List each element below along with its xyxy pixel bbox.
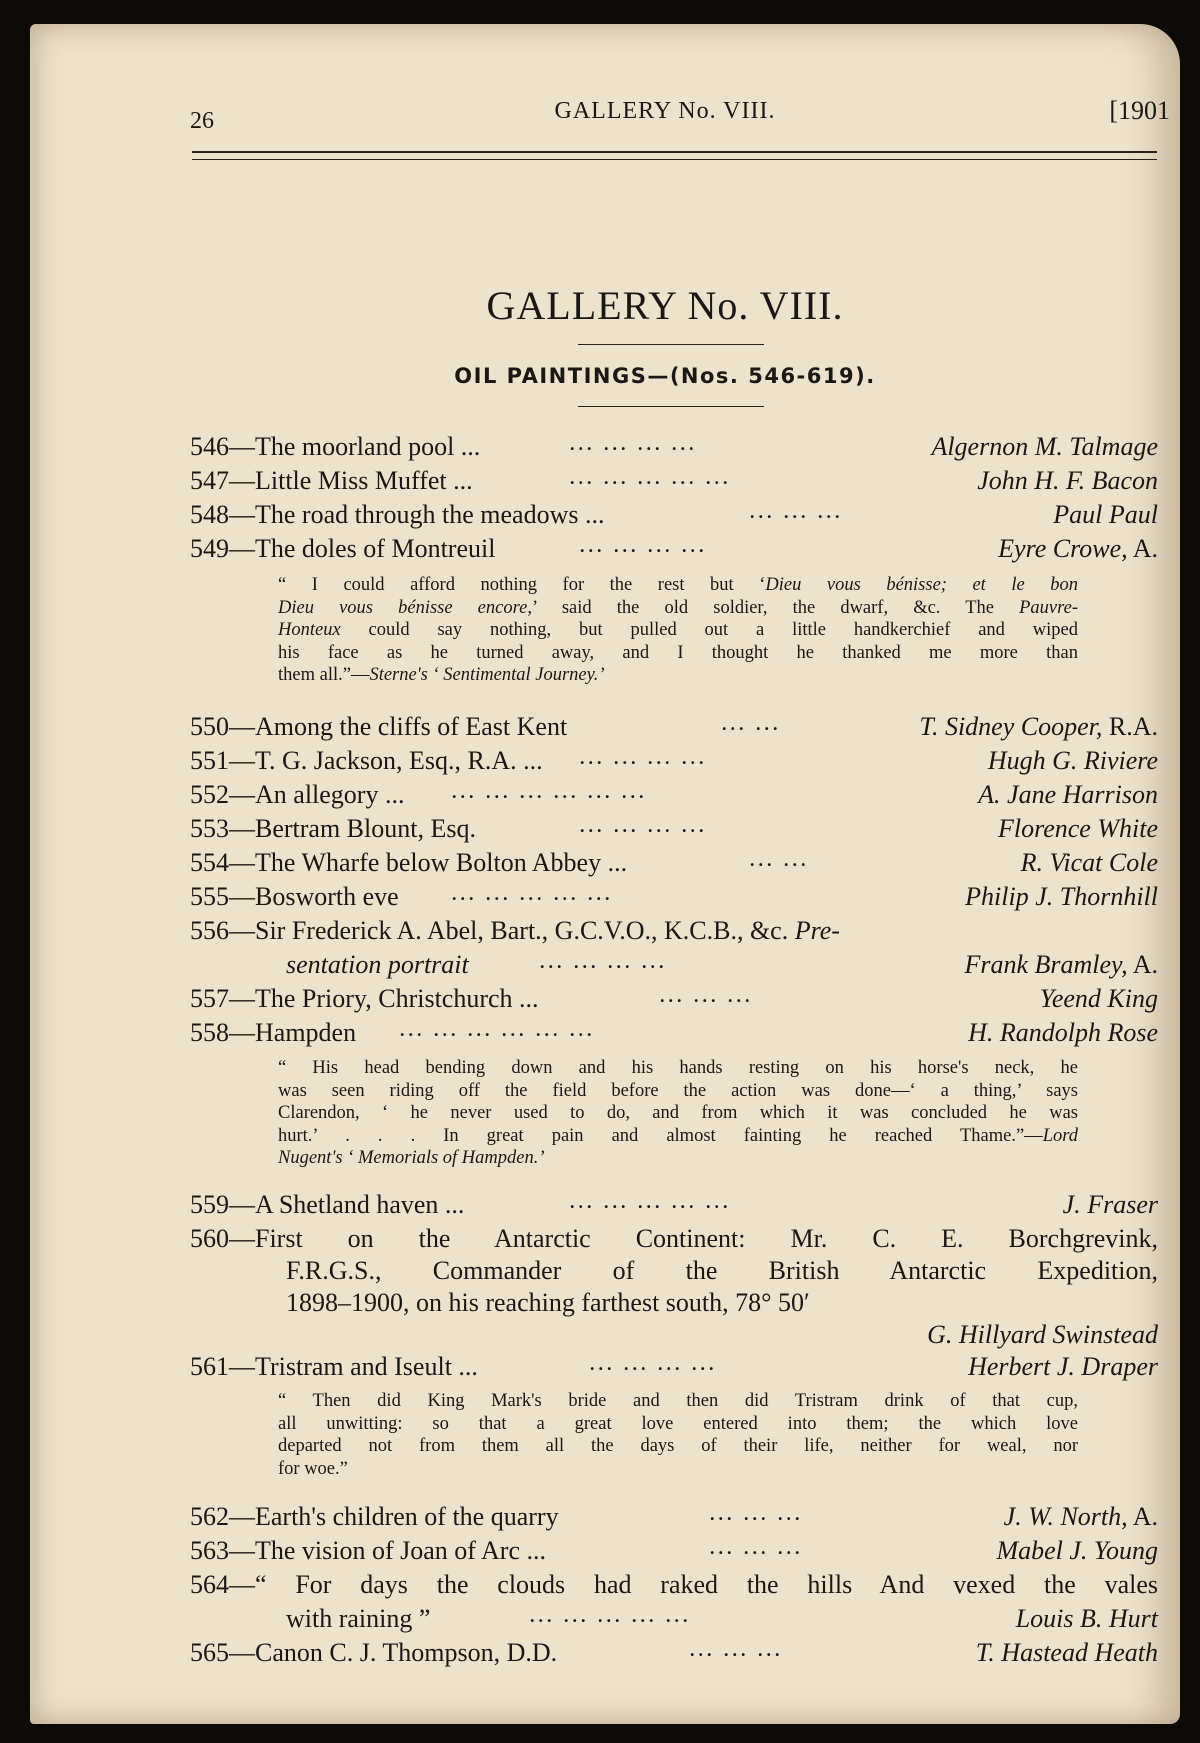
catalogue-entry xyxy=(190,1018,1158,1052)
running-head xyxy=(160,96,1170,136)
entry-title: 548—The road through the meadows ... xyxy=(190,500,605,529)
catalogue-entry xyxy=(190,500,1158,534)
entry-title: 555—Bosworth eve xyxy=(190,882,399,911)
entry-artist: Florence White xyxy=(997,814,1158,843)
entry-artist: T. Hastead Heath xyxy=(975,1638,1158,1667)
year-label: [1901 xyxy=(1109,96,1170,125)
leader-dots: ... ... xyxy=(722,714,782,734)
catalogue-entry xyxy=(190,432,1158,466)
leader-dots: ... ... ... xyxy=(710,1504,804,1524)
entry-artist: R. Vicat Cole xyxy=(1020,848,1158,877)
catalogue-entry xyxy=(190,1190,1158,1224)
catalogue-entry xyxy=(190,780,1158,814)
heading-rule-top xyxy=(578,344,764,345)
catalogue-entry xyxy=(190,848,1158,882)
leader-dots: ... ... ... ... xyxy=(580,536,708,556)
leader-dots: ... ... ... ... ... xyxy=(570,1192,732,1212)
entry-artist: Algernon M. Talmage xyxy=(931,432,1158,461)
catalogue-entry xyxy=(190,746,1158,780)
catalogue-entry: 560—First on the Antarctic Continent: Mr. C. E. Borchgrevink, xyxy=(190,1224,1158,1253)
leader-dots: ... ... ... ... ... xyxy=(570,468,732,488)
leader-dots: ... ... ... ... ... xyxy=(530,1606,692,1626)
entry-title: 561—Tristram and Iseult ... xyxy=(190,1352,478,1381)
catalogue-entry-continuation xyxy=(190,950,1158,984)
section-subheading: OIL PAINTINGS—(Nos. 546-619). xyxy=(454,364,876,388)
catalogue-entry-continuation xyxy=(190,1604,1158,1638)
entry-artist: J. W. North, A. xyxy=(1003,1502,1158,1531)
leader-dots: ... ... ... ... xyxy=(540,952,668,972)
entry-artist: Philip J. Thornhill xyxy=(965,882,1158,911)
leader-dots: ... ... xyxy=(750,850,810,870)
catalogue-entry xyxy=(190,1536,1158,1570)
entry-title: 554—The Wharfe below Bolton Abbey ... xyxy=(190,848,628,877)
leader-dots: ... ... ... ... xyxy=(580,748,708,768)
entry-title: 552—An allegory ... xyxy=(190,780,405,809)
catalogue-entry-continuation: F.R.G.S., Commander of the British Antarctic Expedition, xyxy=(286,1256,1158,1285)
entry-artist: Paul Paul xyxy=(1053,500,1158,529)
catalogue-entry xyxy=(190,466,1158,500)
entry-title-continued: sentation portrait xyxy=(286,950,469,979)
running-title: GALLERY No. VIII. xyxy=(554,98,776,124)
entry-title: 550—Among the cliffs of East Kent xyxy=(190,712,568,741)
entry-artist: T. Sidney Cooper, R.A. xyxy=(919,712,1158,741)
quote-block: “ I could afford nothing for the rest but ‘Dieu vous bénisse; et le bon Dieu vous bénisse encore,’ said the old soldier, the dwarf, &c. The Pauvre- Honteux could say nothing, but pulled out a little handkerchief and wiped his face as he turned away, and I thought he thanked me more than them all.”—Sterne's ‘ Sentimental Journey.’ xyxy=(278,575,1078,685)
entry-artist: H. Randolph Rose xyxy=(968,1018,1158,1047)
leader-dots: ... ... ... xyxy=(660,986,754,1006)
entry-artist: J. Fraser xyxy=(1062,1190,1158,1219)
catalogue-entry xyxy=(190,916,1158,950)
entry-title-continued: with raining ” xyxy=(286,1604,431,1633)
entry-title: 565—Canon C. J. Thompson, D.D. xyxy=(190,1638,558,1667)
catalogue-entry xyxy=(190,534,1158,568)
leader-dots: ... ... ... xyxy=(710,1538,804,1558)
entry-title: 549—The doles of Montreuil xyxy=(190,534,496,563)
entry-title: 557—The Priory, Christchurch ... xyxy=(190,984,539,1013)
catalogue-entry xyxy=(190,882,1158,916)
leader-dots: ... ... ... xyxy=(690,1640,784,1660)
catalogue-entry: 564—“ For days the clouds had raked the hills And vexed the vales xyxy=(190,1570,1158,1599)
entry-artist: A. Jane Harrison xyxy=(978,780,1158,809)
entry-title: 553—Bertram Blount, Esq. xyxy=(190,814,476,843)
entry-title: 562—Earth's children of the quarry xyxy=(190,1502,559,1531)
catalogue-entry xyxy=(190,1638,1158,1672)
leader-dots: ... ... ... ... xyxy=(580,816,708,836)
entry-artist: Herbert J. Draper xyxy=(968,1352,1158,1381)
entry-title: 559—A Shetland haven ... xyxy=(190,1190,465,1219)
quote-block: “ His head bending down and his hands resting on his horse's neck, he was seen riding off the field before the action was done—‘ a thing,’ says Clarendon, ‘ he never used to do, and from which it was concluded he was hurt.’ . . . In great pain and almost fainting he reached Thame.”—Lord Nugent's ‘ Memorials of Hampden.’ xyxy=(278,1058,1078,1168)
book-page xyxy=(30,24,1180,1724)
entry-artist: Mabel J. Young xyxy=(996,1536,1158,1565)
heading-rule-bottom xyxy=(578,406,764,407)
catalogue-entry xyxy=(190,984,1158,1018)
entry-title: 547—Little Miss Muffet ... xyxy=(190,466,473,495)
catalogue-entry xyxy=(190,1352,1158,1386)
page-number: 26 xyxy=(190,108,214,134)
catalogue-entry-continuation xyxy=(190,1320,1158,1354)
entry-artist: Louis B. Hurt xyxy=(1015,1604,1158,1633)
leader-dots: ... ... ... ... ... ... xyxy=(400,1020,596,1040)
leader-dots: ... ... ... ... xyxy=(590,1354,718,1374)
entry-artist: John H. F. Bacon xyxy=(977,466,1158,495)
entry-title: 563—The vision of Joan of Arc ... xyxy=(190,1536,547,1565)
catalogue-entry xyxy=(190,712,1158,746)
catalogue-entry-continuation: 1898–1900, on his reaching farthest south, 78° 50′ xyxy=(286,1288,810,1317)
header-rule xyxy=(192,151,1157,160)
gallery-heading: GALLERY No. VIII. xyxy=(486,283,844,328)
quote-block: “ Then did King Mark's bride and then did Tristram drink of that cup, all unwitting: so that a great love entered into them; the which love departed not from them all the days of their life, neither for weal, nor for woe.” xyxy=(278,1391,1078,1479)
leader-dots: ... ... ... ... ... xyxy=(452,884,614,904)
entry-artist: Hugh G. Riviere xyxy=(987,746,1158,775)
entry-title: 546—The moorland pool ... xyxy=(190,432,481,461)
leader-dots: ... ... ... ... xyxy=(570,434,698,454)
entry-title: 551—T. G. Jackson, Esq., R.A. ... xyxy=(190,746,543,775)
entry-title: 558—Hampden xyxy=(190,1018,357,1047)
leader-dots: ... ... ... xyxy=(750,502,844,522)
catalogue-entry xyxy=(190,1502,1158,1536)
catalogue-entry xyxy=(190,814,1158,848)
entry-artist: Yeend King xyxy=(1039,984,1158,1013)
entry-artist: G. Hillyard Swinstead xyxy=(927,1320,1158,1349)
entry-title: 556—Sir Frederick A. Abel, Bart., G.C.V.O., K.C.B., &c. Pre- xyxy=(190,916,840,945)
entry-artist: Frank Bramley, A. xyxy=(964,950,1158,979)
entry-artist: Eyre Crowe, A. xyxy=(998,534,1158,563)
leader-dots: ... ... ... ... ... ... xyxy=(452,782,648,802)
